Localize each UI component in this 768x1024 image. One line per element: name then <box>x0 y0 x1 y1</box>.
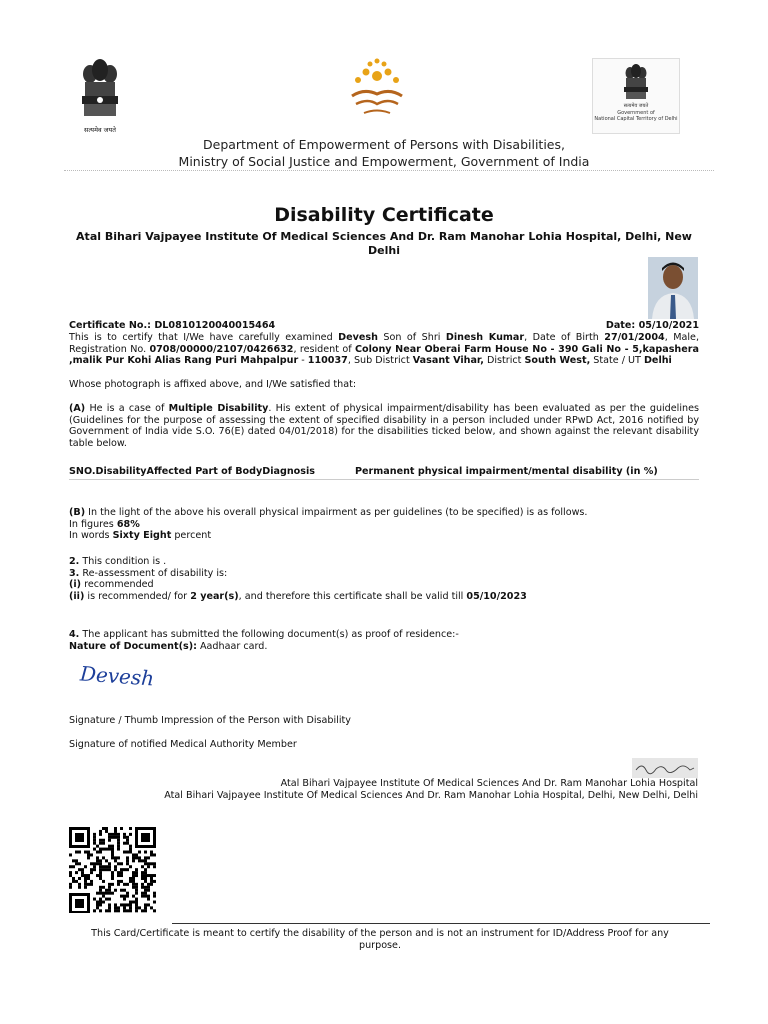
residence-proof <box>69 629 699 652</box>
applicant-name: Devesh <box>338 332 378 343</box>
government-caption: Government of <box>617 109 655 116</box>
paragraph-b-label: (B) <box>69 507 86 518</box>
authority-line-2: Atal Bihari Vajpayee Institute Of Medical Sciences And Dr. Ram Manohar Lohia Hospital, Delhi, New Delhi, Delhi <box>164 790 698 801</box>
district: South West, <box>524 355 591 367</box>
words-suffix: percent <box>171 530 212 542</box>
paragraph-b <box>69 507 699 542</box>
authority-line-1: Atal Bihari Vajpayee Institute Of Medical Sciences And Dr. Ram Manohar Lohia Hospital <box>280 778 698 789</box>
signature-authority-label: Signature of notified Medical Authority Member <box>69 739 297 750</box>
list-item <box>69 591 699 603</box>
item-i-text: recommended <box>81 579 154 591</box>
item-3-label: 3. <box>69 567 80 579</box>
list-item <box>69 579 699 591</box>
disability-table-header <box>69 466 699 477</box>
national-emblem-left <box>76 58 124 134</box>
applicant-photo <box>648 257 698 319</box>
item-2-label: 2. <box>69 556 80 567</box>
certification-paragraph <box>69 332 699 367</box>
emblem-motto: सत्यमेव जयते <box>84 126 116 134</box>
impairment-words: Sixty Eight <box>112 530 172 542</box>
sugamya-logo <box>344 58 410 122</box>
item-ii-text-2: , and therefore this certificate shall be valid till <box>238 590 467 602</box>
footer-divider <box>172 923 710 924</box>
table-header-left: SNO.DisabilityAffected Part of BodyDiagnosis <box>69 466 315 477</box>
pin-code: 110037 <box>307 355 348 367</box>
certificate-date: 05/10/2021 <box>638 320 699 331</box>
valid-till-date: 05/10/2023 <box>466 590 527 602</box>
item-3-text: Re-assessment of disability is: <box>79 567 228 579</box>
handwritten-signature-icon <box>632 758 698 778</box>
department-heading <box>0 136 768 170</box>
registration-number: 0708/00000/2107/0426632 <box>149 343 294 355</box>
figures-label: In figures <box>69 518 117 530</box>
paragraph-a-text-1: He is a case of <box>85 403 169 414</box>
district-label: District <box>483 355 525 367</box>
validity-years: 2 year(s) <box>190 590 239 602</box>
ashoka-emblem-icon <box>621 63 651 101</box>
department-line-2: Ministry of Social Justice and Empowerment, Government of India <box>178 154 590 169</box>
conditions-list <box>69 556 699 602</box>
item-4-text: The applicant has submitted the following document(s) as proof of residence:- <box>79 629 459 640</box>
person-photo-icon <box>648 257 698 319</box>
table-header-right: Permanent physical impairment/mental disability (in %) <box>355 466 658 477</box>
sub-district: Vasant Vihar, <box>412 355 484 367</box>
certificate-title: Disability Certificate <box>274 204 494 226</box>
resident-label: , resident of <box>293 343 355 355</box>
words-label: In words <box>69 530 113 542</box>
date-of-birth: 27/01/2004 <box>604 332 665 343</box>
authority-signature <box>632 758 698 778</box>
certificate-number-row <box>69 320 699 332</box>
ashoka-emblem-icon <box>76 58 124 120</box>
state: Delhi <box>643 355 672 367</box>
item-i-label: (i) <box>69 579 82 591</box>
paragraph-a-label: (A) <box>69 403 86 414</box>
gender-text: , Male, Registration No. <box>69 332 700 355</box>
paragraph-b-text: In the light of the above his overall physical impairment as per guidelines (to be specified) is as follows. <box>85 507 588 518</box>
item-2-text: This condition is . <box>79 556 167 567</box>
state-label: State / UT <box>590 355 644 367</box>
document-label: Nature of Document(s): <box>69 640 197 652</box>
sugamya-logo-icon <box>344 58 410 122</box>
list-item <box>69 556 699 568</box>
list-item <box>69 568 699 580</box>
disability-type: Multiple Disability <box>168 403 269 414</box>
certificate-number-label: Certificate No.: <box>69 320 151 331</box>
header-divider <box>64 170 714 171</box>
paragraph-a <box>69 403 699 449</box>
dob-label: , Date of Birth <box>524 332 605 343</box>
father-name: Dinesh Kumar <box>445 332 525 343</box>
emblem-motto: सत्यमेव जयते <box>623 103 649 109</box>
document-value: Aadhaar card. <box>196 640 268 652</box>
relation-text: Son of Shri <box>377 332 446 343</box>
pin-separator: - <box>298 355 308 367</box>
subdistrict-label: , Sub District <box>347 355 413 367</box>
qr-code-icon <box>69 827 159 913</box>
qr-code <box>69 827 159 913</box>
item-ii-text-1: is recommended/ for <box>84 590 191 602</box>
applicant-signature: Devesh <box>79 661 155 691</box>
intro-text: This is to certify that I/We have carefully examined <box>69 332 339 343</box>
paragraph-a-text-2: . His extent of physical impairment/disability has been evaluated as per the guidelines (Guidelines for the purpose of assessing the extent of specified disability in a person included under RPwD Act, 2016 notified by Government of India vide S.O. 76(E) dated 04/01/2018) for the disabilities ticked below, and shown against the relevant disability table below. <box>69 403 699 449</box>
date-label: Date: <box>605 320 636 331</box>
item-4-label: 4. <box>69 629 80 640</box>
signature-person-label: Signature / Thumb Impression of the Person with Disability <box>69 715 351 726</box>
department-line-1: Department of Empowerment of Persons with Disabilities, <box>203 137 565 152</box>
nct-delhi-caption: National Capital Territory of Delhi <box>594 116 678 122</box>
impairment-figures: 68% <box>116 518 140 530</box>
table-divider <box>69 479 699 480</box>
institution-name: Atal Bihari Vajpayee Institute Of Medical Sciences And Dr. Ram Manohar Lohia Hospital, Delhi, New Delhi <box>76 230 692 257</box>
footer-disclaimer: This Card/Certificate is meant to certify the disability of the person and is not an instrument for ID/Address Proof for any purpose. <box>91 928 669 951</box>
delhi-government-emblem <box>592 58 680 134</box>
item-ii-label: (ii) <box>69 590 85 602</box>
address: Colony Near Oberai Farm House No - 390 Gali No - 5,kapashera ,malik Pur Kohi Alias Rang Puri Mahpalpur <box>69 343 699 367</box>
certificate-number: DL0810120040015464 <box>154 320 276 331</box>
photo-statement: Whose photograph is affixed above, and I/We satisfied that: <box>69 379 357 390</box>
